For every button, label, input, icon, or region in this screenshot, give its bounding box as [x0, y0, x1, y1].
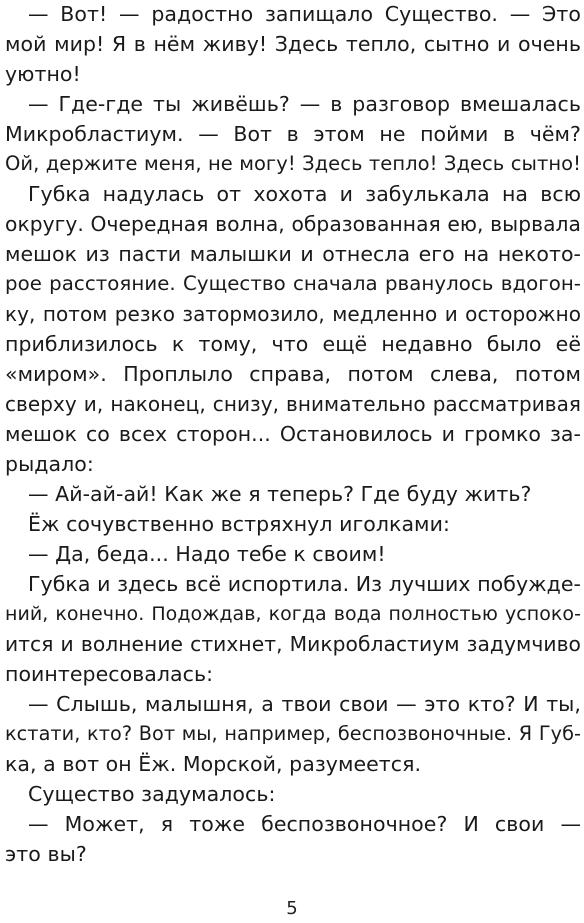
text-line: Губка и здесь всё испортила. Из лучших побужде-: [28, 572, 581, 596]
text-line: мешок из пасти малышки и отнесла его на некото-: [5, 242, 581, 266]
text-line: кстати, кто? Вот мы, например, беспозвоночные. Я Губ-: [5, 722, 581, 745]
text-line: ку, потом резко затормозило, медленно и осторожно: [5, 302, 581, 326]
text-line: — Где-где ты живёшь? — в разговор вмешалась: [28, 92, 581, 116]
text-line: округу. Очередная волна, образованная ею, вырвала: [5, 212, 581, 236]
text-line: Ой, держите меня, не могу! Здесь тепло! Здесь сытно!: [5, 152, 581, 175]
text-line: поинтересовалась:: [5, 662, 214, 686]
text-line: мой мир! Я в нём живу! Здесь тепло, сытно и очень: [5, 32, 581, 56]
text-line: ка, а вот он Ёж. Морской, разумеется.: [5, 752, 422, 776]
text-line: приблизилось к тому, что ещё недавно было её: [5, 332, 581, 356]
text-line: это вы?: [5, 842, 87, 866]
text-line: — Может, я тоже беспозвоночное? И свои —: [28, 812, 581, 836]
text-line: уютно!: [5, 62, 81, 86]
text-line: сверху и, наконец, снизу, внимательно рассматривая: [5, 392, 581, 416]
text-line: ний, конечно. Подождав, когда вода полностью успоко-: [5, 603, 581, 625]
text-line: рыдало:: [5, 452, 94, 476]
text-line: Существо задумалось:: [28, 782, 276, 806]
text-line: — Ай-ай-ай! Как же я теперь? Где буду жить?: [28, 482, 532, 506]
text-line: рое расстояние. Существо сначала рванулось вдогон-: [5, 272, 581, 295]
text-line: Микробластиум. — Вот в этом не пойми в чём?: [5, 122, 581, 146]
text-line: Губка надулась от хохота и забулькала на всю: [28, 182, 581, 206]
text-line: ится и волнение стихнет, Микробластиум задумчиво: [5, 632, 581, 656]
text-line: мешок со всех сторон... Остановилось и громко за-: [5, 422, 581, 446]
text-line: Ёж сочувственно встряхнул иголками:: [28, 512, 450, 536]
text-line: «миром». Проплыло справа, потом слева, потом: [5, 362, 581, 386]
text-line: — Слышь, малышня, а твои свои — это кто? И ты,: [28, 692, 581, 716]
page-number: 5: [286, 898, 298, 919]
text-line: — Вот! — радостно запищало Существо. — Это: [28, 2, 581, 26]
text-line: — Да, беда... Надо тебе к своим!: [28, 542, 386, 566]
